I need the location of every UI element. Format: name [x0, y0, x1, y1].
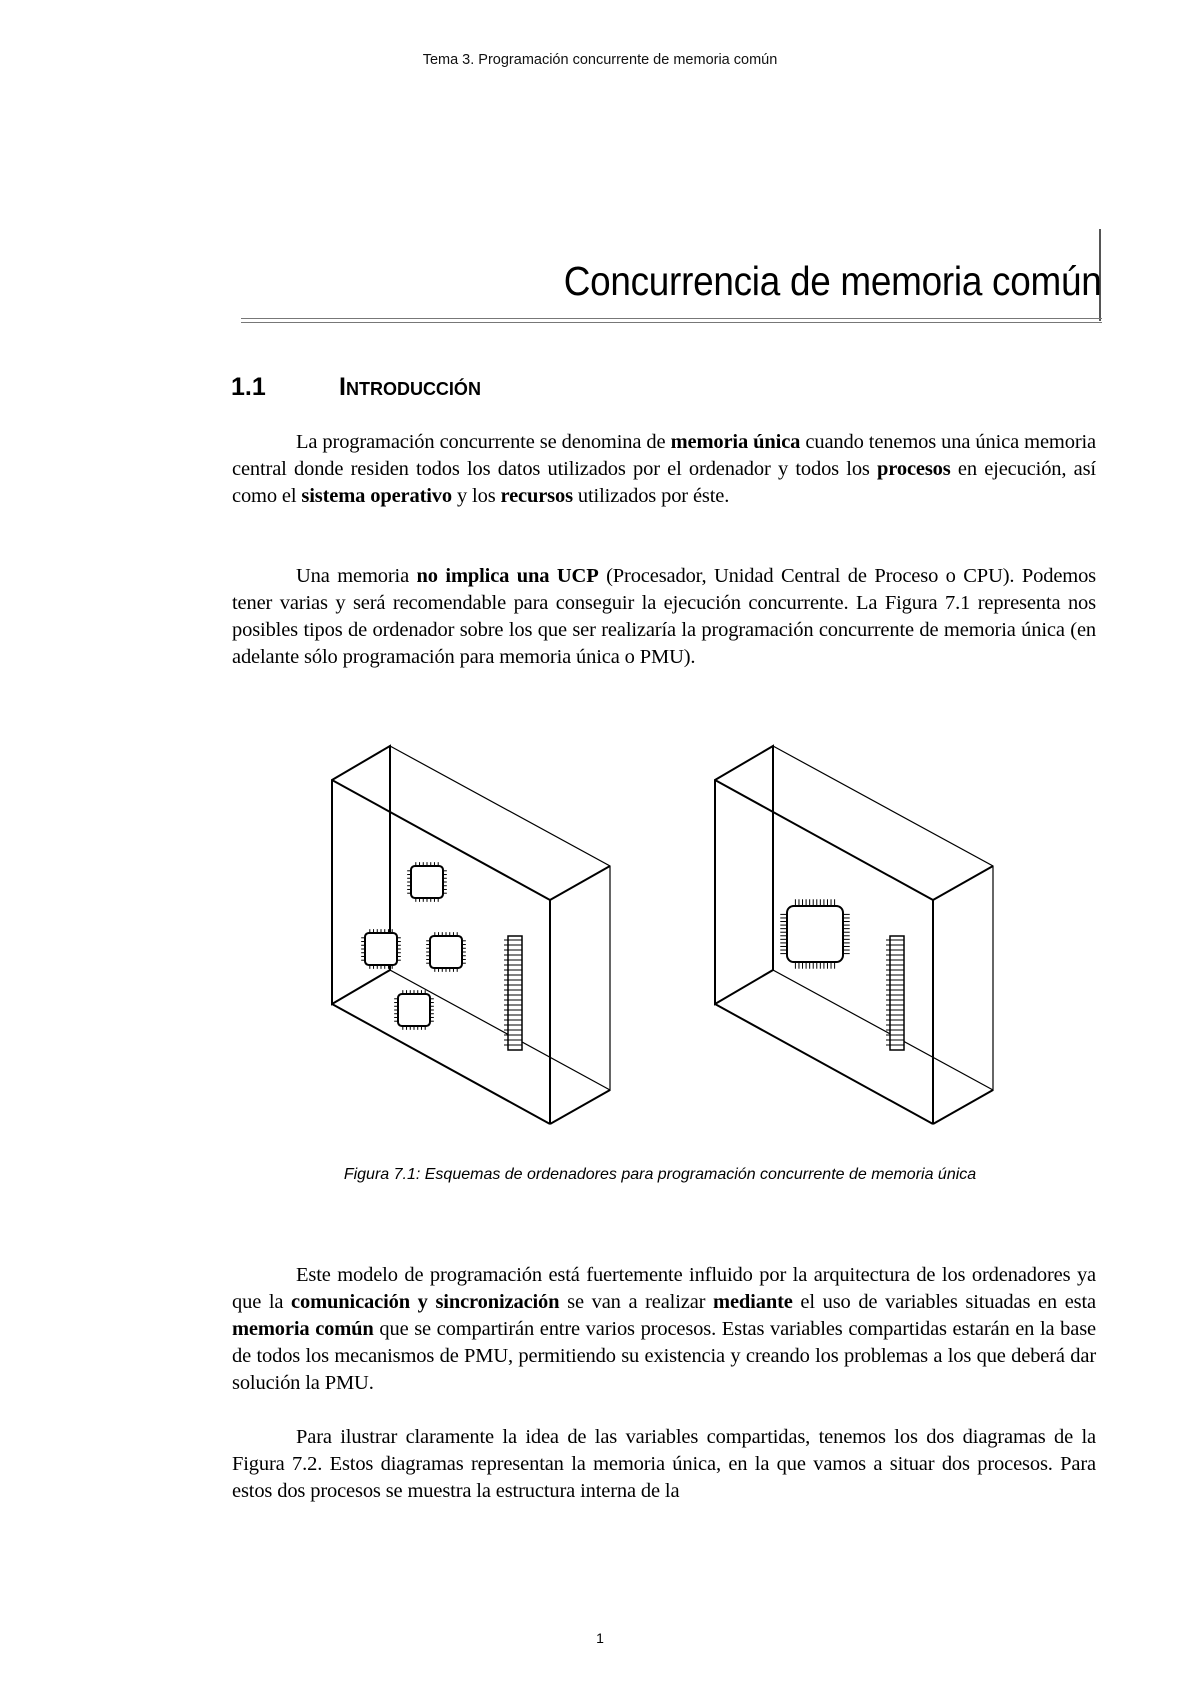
- page-number: 1: [596, 1630, 604, 1646]
- text-run: Una memoria: [296, 565, 417, 587]
- text-run: y los: [452, 485, 501, 507]
- bold-term: memoria única: [670, 431, 801, 453]
- bold-term: sistema operativo: [301, 485, 452, 507]
- bold-term: mediante: [713, 1291, 793, 1313]
- section-title: Introducción: [339, 373, 481, 401]
- bold-term: comunicación y sincronización: [291, 1291, 560, 1313]
- bold-term: no implica una UCP: [416, 565, 599, 587]
- bold-term: procesos: [877, 458, 951, 480]
- text-run: se van a realizar: [559, 1291, 714, 1313]
- text-run: Este modelo de programación está fuertemente influido por la arquitectura de los ordenadores ya que la: [232, 1264, 1096, 1313]
- text-run: utilizados por éste.: [572, 485, 730, 507]
- bold-term: memoria común: [232, 1318, 374, 1340]
- paragraph-3: [232, 1262, 1096, 1397]
- section-heading: [231, 373, 481, 402]
- right-processor: [780, 899, 849, 968]
- text-run: el uso de variables situadas en esta: [792, 1291, 1096, 1313]
- running-header: Tema 3. Programación concurrente de memoria común: [422, 52, 778, 68]
- text-run: cuando tenemos una única memoria central donde residen todos los datos utilizados por el ordenador y todos los: [232, 431, 1096, 480]
- processor-chip: [407, 862, 447, 902]
- text-run: La programación concurrente se denomina de: [296, 431, 671, 453]
- text-run: en ejecución, así como el: [232, 458, 1096, 507]
- title-underline-rule: [241, 318, 1102, 323]
- figure-drawing: [320, 740, 1000, 1140]
- processor-chip: [361, 929, 401, 969]
- left-processors: [361, 862, 466, 1030]
- section-number: 1.1: [231, 373, 266, 401]
- paragraph-1: [232, 429, 1096, 510]
- paragraph-4: [232, 1424, 1096, 1505]
- figure-caption: Figura 7.1: Esquemas de ordenadores para programación concurrente de memoria única: [343, 1166, 977, 1183]
- paragraph-2: [232, 563, 1096, 671]
- chapter-title: Concurrencia de memoria común: [563, 258, 1101, 304]
- bold-term: recursos: [500, 485, 573, 507]
- processor-chip: [780, 899, 849, 968]
- right-computer-box: [715, 746, 993, 1124]
- memory-module: [504, 936, 522, 1050]
- text-run: (Procesador, Unidad Central de Proceso o CPU). Podemos tener varias y será recomendable para conseguir la ejecución concurrente. La Figura 7.1 representa nos posibles tipos de ordenador sobre los que ser realizaría la programación concurrente de memoria única (en adelante sólo programación para memoria única o PMU).: [232, 565, 1097, 668]
- processor-chip: [426, 932, 466, 972]
- text-run: Para ilustrar claramente la idea de las variables compartidas, tenemos los dos diagramas de la Figura 7.2. Estos diagramas representan la memoria única, en la que vamos a situar dos procesos. Para estos dos procesos se muestra la estructura interna de la: [232, 1426, 1096, 1502]
- figure-computer-schemes: [320, 740, 1000, 1140]
- processor-chip: [394, 990, 434, 1030]
- text-run: que se compartirán entre varios procesos. Estas variables compartidas estarán en la base de todos los mecanismos de PMU, permitiendo su existencia y creando los problemas a los que deberá dar solución la PMU.: [232, 1318, 1096, 1394]
